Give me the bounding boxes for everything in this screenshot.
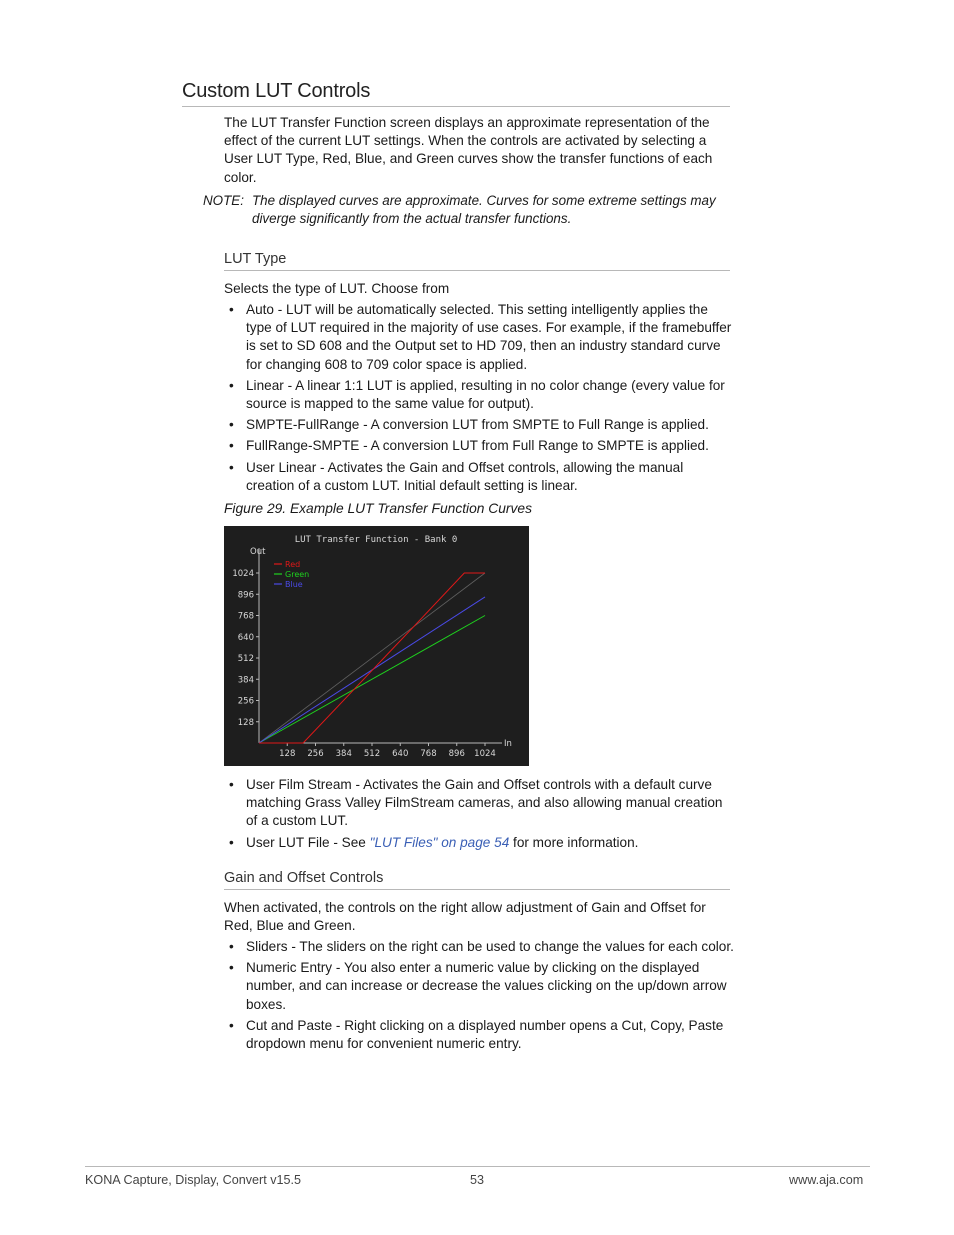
y-tick-label: 896 <box>237 590 254 601</box>
list-item: • Numeric Entry - You also enter a numeric value by clicking on the displayed number, and can increase or decrease the values clicking on the up/down arrow boxes. <box>229 960 727 1012</box>
x-tick-label: 768 <box>420 749 437 759</box>
y-tick-label: 768 <box>237 611 254 622</box>
lut-transfer-function-figure <box>224 526 529 766</box>
list-item: • User Linear - Activates the Gain and Offset controls, allowing the manual creation of a custom LUT. Initial default setting is linear. <box>229 459 684 493</box>
lut-chart <box>224 526 529 766</box>
page-number: 53 <box>470 1173 485 1187</box>
x-tick-label: 1024 <box>474 749 496 759</box>
y-tick-label: 1024 <box>232 569 254 579</box>
legend-label: Green <box>285 570 310 579</box>
lut-type-list-continued <box>224 776 734 855</box>
y-axis-label: Out <box>250 547 266 557</box>
note-block <box>203 192 733 228</box>
legend-label: Blue <box>285 580 303 589</box>
gain-offset-list <box>224 938 734 1056</box>
gain-offset-heading: Gain and Offset Controls <box>224 870 730 890</box>
y-tick-label: 128 <box>237 717 254 728</box>
list-item: • Linear - A linear 1:1 LUT is applied, resulting in no color change (every value for source is mapped to the same value for output). <box>229 377 725 412</box>
list-item: • Auto - LUT will be automatically selected. This setting intelligently applies the type of LUT required in the majority of use cases. For example, if the framebuffer is set to SD 608 and the Output set to HD 709, then an industry standard curve for changing 608 to 709 color space is applied. <box>229 302 732 372</box>
intro-paragraph: The LUT Transfer Function screen displays an approximate representation of the effect of the current LUT settings. When the controls are activated by selecting a User LUT Type, Red, Blue, and Green curves show the transfer functions of each color. <box>224 115 713 185</box>
lut-type-heading: LUT Type <box>224 251 730 271</box>
legend-label: Red <box>285 560 301 569</box>
x-tick-label: 512 <box>363 749 381 759</box>
x-tick-label: 896 <box>448 749 465 759</box>
x-tick-label: 640 <box>392 749 409 759</box>
y-tick-label: 512 <box>237 654 254 664</box>
lut-files-link[interactable]: "LUT Files" on page 54 <box>369 834 510 850</box>
list-item: • Cut and Paste - Right clicking on a displayed number opens a Cut, Copy, Paste dropdown menu for convenient numeric entry. <box>229 1017 724 1052</box>
lut-type-lead: Selects the type of LUT. Choose from <box>224 281 450 296</box>
chart-title: LUT Transfer Function - Bank 0 <box>294 535 458 545</box>
list-item: • User LUT File - See "LUT Files" on page 54 for more information. <box>229 834 639 850</box>
x-tick-label: 128 <box>279 749 296 759</box>
x-tick-label: 384 <box>335 749 352 759</box>
list-item: • FullRange-SMPTE - A conversion LUT from Full Range to SMPTE is applied. <box>229 438 709 454</box>
note-label: NOTE: <box>203 193 244 208</box>
list-item: • User Film Stream - Activates the Gain and Offset controls with a default curve matching Grass Valley FilmStream cameras, and also allowing manual creation of a custom LUT. <box>229 777 723 829</box>
list-item: • Sliders - The sliders on the right can be used to change the values for each color. <box>229 939 734 954</box>
chart-background <box>224 526 529 766</box>
footer-product: KONA Capture, Display, Convert v15.5 <box>85 1173 302 1187</box>
footer-website: www.aja.com <box>789 1173 864 1187</box>
note-text: The displayed curves are approximate. Curves for some extreme settings may diverge significantly from the actual transfer functions. <box>252 193 716 227</box>
footer-divider <box>85 1166 870 1167</box>
list-item: • SMPTE-FullRange - A conversion LUT from SMPTE to Full Range is applied. <box>229 417 709 433</box>
x-tick-label: 256 <box>307 749 324 759</box>
y-tick-label: 640 <box>237 632 254 643</box>
figure-caption: Figure 29. Example LUT Transfer Function Curves <box>224 501 532 516</box>
y-tick-label: 384 <box>237 675 254 686</box>
x-axis-label: In <box>504 739 512 749</box>
y-tick-label: 256 <box>237 696 254 707</box>
section-title: Custom LUT Controls <box>182 80 730 107</box>
lut-type-list <box>224 301 734 498</box>
gain-offset-lead: When activated, the controls on the right allow adjustment of Gain and Offset for Red, Blue and Green. <box>224 900 706 934</box>
